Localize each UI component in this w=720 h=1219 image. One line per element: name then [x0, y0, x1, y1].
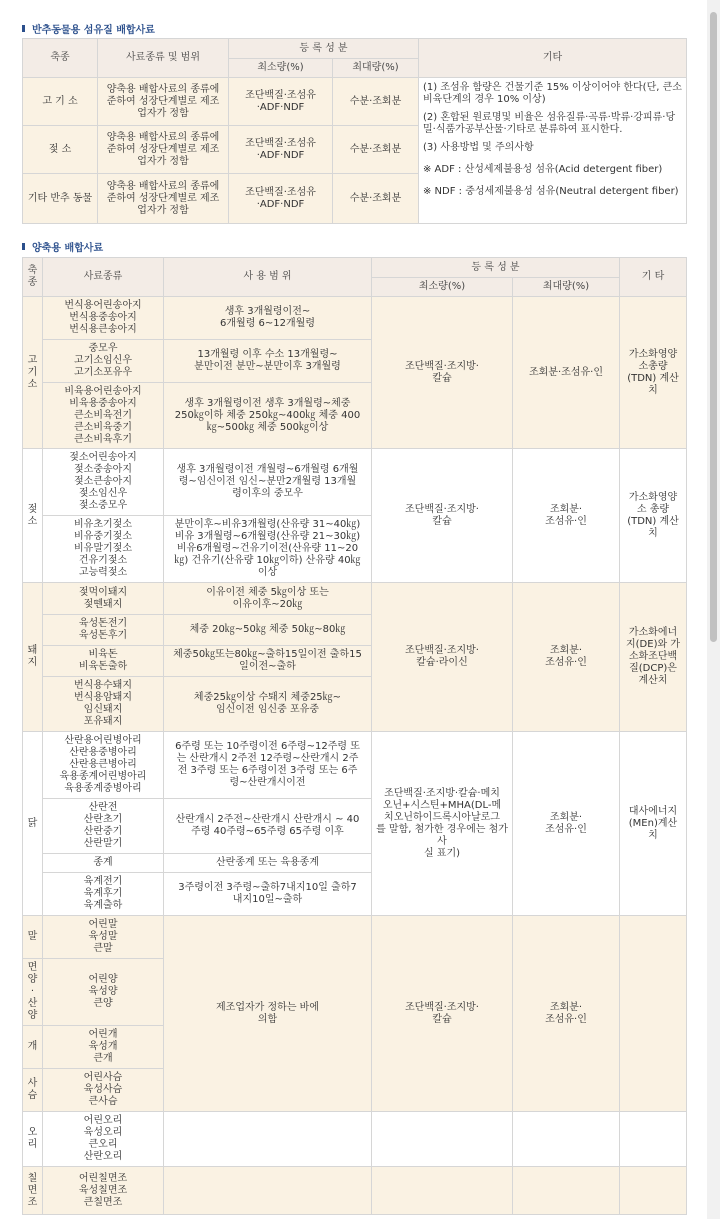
min-cell: 조단백질·조지방·칼슘·메치 오닌+시스틴+MHA(DL-메 치오닌하이드록시아날로그 를 말함, 첨가한 경우에는 첨가사 실 표기)	[372, 732, 513, 916]
species-chicken: 닭	[23, 732, 43, 916]
feed-cell: 어린말 육성말 큰말	[43, 916, 164, 959]
other-cell: 가소화에너 지(DE)와 가 소화조단백 질(DCP)은 계산치	[620, 583, 687, 732]
min-cell: 조단백질·조지방· 칼슘	[372, 449, 513, 583]
feed-cell: 산란전 산란초기 산란중기 산란말기	[43, 799, 164, 854]
section-bullet-icon	[22, 25, 25, 32]
feed-cell: 비육용어린송아지 비육용중송아지 큰소비육전기 큰소비육중기 큰소비육후기	[43, 383, 164, 449]
species-cell: 기타 반추 동물	[23, 174, 98, 224]
feed-cell: 어린오리 육성오리 큰오리 산란오리	[43, 1112, 164, 1167]
min-cell: 조단백질·조섬유 ·ADF·NDF	[229, 78, 333, 126]
usage-cell: 체중 20㎏~50㎏ 체중 50㎏~80㎏	[164, 615, 372, 646]
min-cell	[372, 1112, 513, 1167]
feed-cell: 젖먹이돼지 젖뗀돼지	[43, 583, 164, 615]
header-feed-range: 사료종류 및 범위	[98, 39, 229, 78]
header-registered-components: 등 록 성 분	[229, 39, 419, 59]
other-cell	[620, 1167, 687, 1215]
usage-cell: 제조업자가 정하는 바에 의함	[164, 916, 372, 1112]
min-cell	[372, 1167, 513, 1215]
section-bullet-icon	[22, 243, 25, 250]
usage-cell: 분만이후~비유3개월령(산유량 31~40㎏) 비유 3개월령~6개월령(산유량 21~30㎏) 비유6개월령~건유기이전(산유량 11~20 ㎏) 건유기(산유량 10㎏이하) 산유량 40㎏ 이상	[164, 516, 372, 583]
note-item: (1) 조섬유 함량은 건물기준 15% 이상이어야 한다(단, 큰소 비육단계의 경우 10% 이상)	[423, 82, 682, 105]
note-item: (2) 혼합된 원료명및 비율은 섬유질류·곡류·박류·강피류·당밀·식품가공부산물·기타로 분류하여 표시한다.	[423, 112, 676, 135]
header-feed-type: 사료종류	[43, 258, 164, 297]
header-species: 축 종	[23, 258, 43, 297]
feed-cell: 양축용 배합사료의 종류에 준하여 성장단계별로 제조 업자가 정함	[98, 78, 229, 126]
feed-cell: 어린칠면조 육성칠면조 큰칠면조	[43, 1167, 164, 1215]
note-item: (3) 사용방법 및 주의사항	[423, 142, 534, 153]
species-cattle: 고 기 소	[23, 297, 43, 449]
feed-cell: 젖소어린송아지 젖소중송아지 젖소큰송아지 젖소임신우 젖소중모우	[43, 449, 164, 516]
header-max: 최대량(%)	[333, 59, 419, 78]
compound-feed-table	[22, 257, 687, 1215]
usage-cell	[164, 1112, 372, 1167]
usage-cell	[164, 1167, 372, 1215]
vertical-scrollbar[interactable]	[707, 0, 720, 1219]
usage-cell: 산란개시 2주전~산란개시 산란개시 ~ 40 주령 40주령~65주령 65주령 이후	[164, 799, 372, 854]
section-title-fiber-feed	[22, 21, 155, 36]
usage-cell: 이유이전 체중 5㎏이상 또는 이유이후~20㎏	[164, 583, 372, 615]
species-sheep-goat: 면 양 · 산 양	[23, 959, 43, 1026]
other-cell: 가소화영양 소 총량 (TDN) 계산 치	[620, 449, 687, 583]
feed-cell: 어린양 육성양 큰양	[43, 959, 164, 1026]
section-title-text: 양축용 배합사료	[32, 243, 104, 254]
other-cell	[620, 1112, 687, 1167]
note-item: ※ NDF : 중성세제불용성 섬유(Neutral detergent fiber)	[423, 186, 679, 197]
feed-cell: 산란용어린병아리 산란용중병아리 산란용큰병아리 육용종계어린병아리 육용종계중병아리	[43, 732, 164, 799]
usage-cell: 6주령 또는 10주령이전 6주령~12주령 또 는 산란개시 2주전 12주령~산란개시 2주 전 3주령 또는 6주령이전 3주령 또는 6주 령~산란개시이전	[164, 732, 372, 799]
header-max: 최대량(%)	[513, 278, 620, 297]
header-other: 기 타	[620, 258, 687, 297]
max-cell: 수분·조회분	[333, 78, 419, 126]
usage-cell: 체중25㎏이상 수퇘지 체중25㎏~ 임신이전 임신중 포유중	[164, 677, 372, 732]
species-pig: 돼 지	[23, 583, 43, 732]
usage-cell: 13개월령 이후 수소 13개월령~ 분만이전 분만~분만이후 3개월령	[164, 340, 372, 383]
max-cell: 조회분· 조섬유·인	[513, 449, 620, 583]
usage-cell: 체중50㎏또는80㎏~출하15일이전 출하15 일이전~출하	[164, 646, 372, 677]
header-usage-range: 사 용 범 위	[164, 258, 372, 297]
max-cell	[513, 1112, 620, 1167]
species-deer: 사 슴	[23, 1069, 43, 1112]
section-title-compound-feed	[22, 239, 103, 254]
min-cell: 조단백질·조지방· 칼슘	[372, 916, 513, 1112]
max-cell: 수분·조회분	[333, 174, 419, 224]
other-cell	[620, 916, 687, 1112]
header-species: 축종	[23, 39, 98, 78]
feed-cell: 양축용 배합사료의 종류에 준하여 성장단계별로 제조 업자가 정함	[98, 126, 229, 174]
header-registered-components: 등 록 성 분	[372, 258, 620, 278]
min-cell: 조단백질·조섬유 ·ADF·NDF	[229, 174, 333, 224]
other-cell: 가소화영양 소총량 (TDN) 계산 치	[620, 297, 687, 449]
feed-cell: 중모우 고기소임신우 고기소포유우	[43, 340, 164, 383]
feed-cell: 어린사슴 육성사슴 큰사슴	[43, 1069, 164, 1112]
feed-cell: 육성돈전기 육성돈후기	[43, 615, 164, 646]
max-cell: 수분·조회분	[333, 126, 419, 174]
min-cell: 조단백질·조지방· 칼슘·라이신	[372, 583, 513, 732]
min-cell: 조단백질·조섬유 ·ADF·NDF	[229, 126, 333, 174]
feed-cell: 어린개 육성개 큰개	[43, 1026, 164, 1069]
species-cell: 젖 소	[23, 126, 98, 174]
feed-cell: 육계전기 육계후기 육계출하	[43, 873, 164, 916]
note-item: ※ ADF : 산성세제불용성 섬유(Acid detergent fiber)	[423, 164, 663, 175]
species-dairy: 젖 소	[23, 449, 43, 583]
max-cell: 조회분· 조섬유·인	[513, 916, 620, 1112]
species-horse: 말	[23, 916, 43, 959]
min-cell: 조단백질·조지방· 칼슘	[372, 297, 513, 449]
usage-cell: 3주령이전 3주령~출하7내지10일 출하7 내지10일~출하	[164, 873, 372, 916]
feed-cell: 비육돈 비육돈출하	[43, 646, 164, 677]
usage-cell: 산란종계 또는 육용종계	[164, 854, 372, 873]
species-cell: 고 기 소	[23, 78, 98, 126]
feed-cell: 종계	[43, 854, 164, 873]
notes-cell	[419, 78, 687, 224]
feed-cell: 비유초기젖소 비유중기젖소 비유말기젖소 건유기젖소 고능력젖소	[43, 516, 164, 583]
usage-cell: 생후 3개월령이전~ 6개월령 6~12개월령	[164, 297, 372, 340]
header-other: 기타	[419, 39, 687, 78]
feed-cell: 번식용수돼지 번식용암돼지 임신돼지 포유돼지	[43, 677, 164, 732]
species-turkey: 칠 면 조	[23, 1167, 43, 1215]
max-cell: 조회분· 조섬유·인	[513, 583, 620, 732]
max-cell: 조회분· 조섬유·인	[513, 732, 620, 916]
header-min: 최소량(%)	[372, 278, 513, 297]
species-dog: 개	[23, 1026, 43, 1069]
other-cell: 대사에너지 (MEn)계산 치	[620, 732, 687, 916]
usage-cell: 생후 3개월령이전 개월령~6개월령 6개월 령~임신이전 임신~분만2개월령 13개월 령이후의 중모우	[164, 449, 372, 516]
max-cell	[513, 1167, 620, 1215]
species-duck: 오 리	[23, 1112, 43, 1167]
fiber-feed-table	[22, 38, 687, 224]
usage-cell: 생후 3개월령이전 생후 3개월령~체중 250㎏이하 체중 250㎏~400㎏ 체중 400 ㎏~500㎏ 체중 500㎏이상	[164, 383, 372, 449]
max-cell: 조회분·조섬유·인	[513, 297, 620, 449]
scrollbar-thumb[interactable]	[710, 12, 717, 642]
header-min: 최소량(%)	[229, 59, 333, 78]
section-title-text: 반추동물용 섬유질 배합사료	[32, 25, 155, 36]
feed-cell: 번식용어린송아지 번식용중송아지 번식용큰송아지	[43, 297, 164, 340]
feed-cell: 양축용 배합사료의 종류에 준하여 성장단계별로 제조 업자가 정함	[98, 174, 229, 224]
